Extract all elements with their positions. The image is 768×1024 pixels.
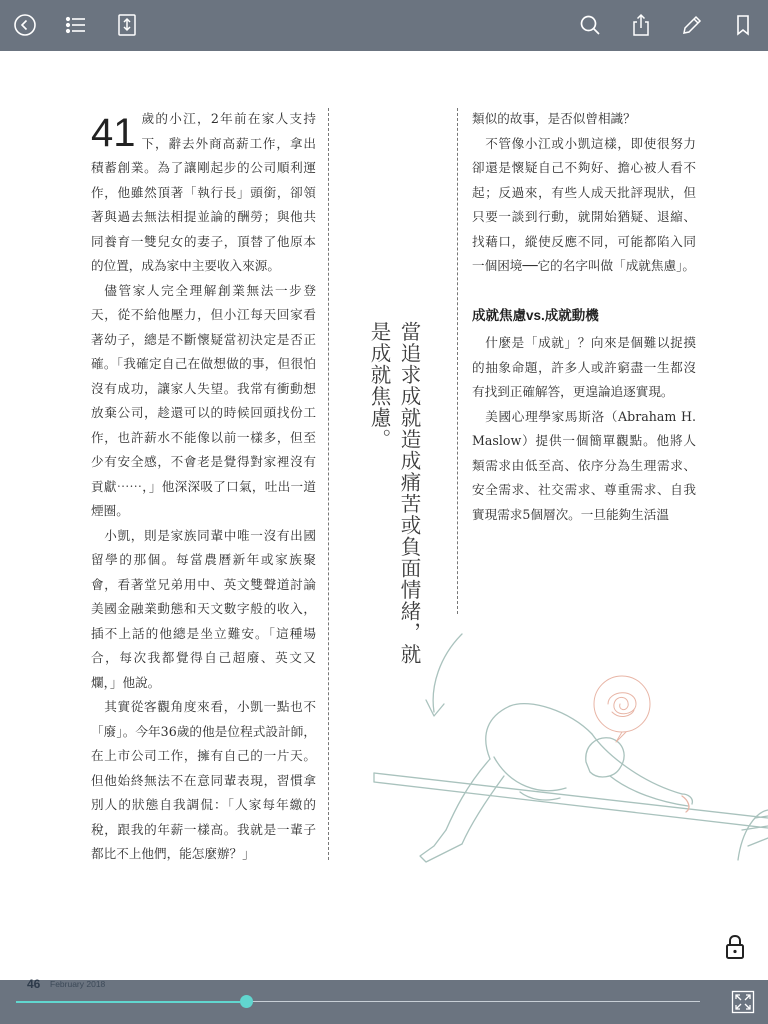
top-toolbar — [0, 0, 768, 51]
article-paragraph: 小凱，則是家族同輩中唯一沒有出國留學的那個。每當農曆新年或家族聚會，看著堂兄弟用中、英文雙聲道討論美國金融業動態和天文數字般的收入，插不上話的他總是坐立難安。「這種場合，每次我都覺得自己超廢、英文又爛，」他說。 — [91, 527, 316, 690]
article-paragraph: 類似的故事，是否似曾相識？ — [472, 111, 636, 126]
issue-date: February 2018 — [50, 979, 106, 989]
page-slider-track[interactable] — [252, 1001, 700, 1002]
page-slider-progress[interactable] — [16, 1001, 240, 1003]
back-circle-icon — [13, 13, 37, 37]
expand-icon — [731, 990, 755, 1014]
lock-icon — [724, 934, 746, 960]
magazine-page — [0, 51, 768, 980]
crawling-person-illustration — [370, 616, 768, 916]
page-number: 46 — [27, 977, 41, 991]
section-subheading: 成就焦慮vs.成就動機 — [472, 307, 599, 323]
table-of-contents-button[interactable] — [59, 8, 93, 42]
article-right-column — [472, 107, 696, 527]
search-icon — [578, 13, 602, 37]
article-paragraph: 其實從客觀角度來看，小凱一點也不「廢」。今年36歲的他是位程式設計師，在上市公司工作，擁有自己的一片天。但他始終無法不在意同輩表現，習慣拿別人的狀態自我調侃：「人家每年繳的稅，跟我的年薪一樣高。我就是一輩子都比不上他們，能怎麼辦？」 — [91, 699, 316, 861]
annotate-button[interactable] — [675, 8, 709, 42]
drop-cap: 41 — [91, 111, 136, 155]
list-icon — [64, 13, 88, 37]
pull-quote: 當追求成就造成痛苦或負面情緒，就是成就焦慮。 — [367, 321, 421, 665]
article-paragraph: 儘管家人完全理解創業無法一步登天，從不給他壓力，但小江每天回家看著幼子，總是不斷懷疑當初決定是否正確。「我確定自己在做想做的事，但很怕沒有成功，讓家人失望。我常有衝動想放棄公司，趁還可以的時候回頭找份工作，也許薪水不能像以前一樣多，但至少有安全感，不會老是覺得對家裡沒有貢獻⋯⋯，」他深深吸了口氣，吐出一道煙圈。 — [91, 282, 316, 518]
share-button[interactable] — [624, 8, 658, 42]
lock-button[interactable] — [724, 934, 746, 960]
bookmark-icon — [731, 13, 755, 37]
pencil-icon — [680, 13, 704, 37]
fullscreen-button[interactable] — [731, 990, 755, 1014]
article-paragraph: 41 歲的小江，2年前在家人支持下，辭去外商高薪工作，拿出積蓄創業。為了讓剛起步的公司順利運作，他雖然頂著「執行長」頭銜，卻領著與過去無法相提並論的酬勞；與他共同養育一雙兒女的妻子，頂替了他原本的位置，成為家中主要收入來源。 — [91, 111, 316, 273]
bottom-bar — [0, 977, 768, 1024]
back-button[interactable] — [8, 8, 42, 42]
search-button[interactable] — [573, 8, 607, 42]
download-button[interactable] — [110, 8, 144, 42]
bookmark-button[interactable] — [726, 8, 760, 42]
column-divider — [328, 108, 329, 860]
page-slider-thumb[interactable] — [240, 995, 253, 1008]
share-icon — [629, 13, 653, 37]
column-divider — [457, 108, 458, 614]
article-paragraph: 不管像小江或小凱這樣，即使很努力卻還是懷疑自己不夠好、擔心被人看不起；反過來，有些人成天批評現狀，但只要一談到行動，就開始猶疑、退縮、找藉口，縱使反應不同，可能都陷入同一個困境──它的名字叫做「成就焦慮」。 — [472, 135, 696, 273]
article-paragraph: 美國心理學家馬斯洛（Abraham H. Maslow）提供一個簡單觀點。他將人類需求由低至高、依序分為生理需求、安全需求、社交需求、尊重需求、自我實現需求5個層次。一旦能夠生活溫 — [472, 408, 696, 522]
download-box-icon — [115, 13, 139, 37]
article-left-column — [91, 107, 316, 867]
article-paragraph: 什麼是「成就」？向來是個難以捉摸的抽象命題，許多人或許窮盡一生都沒有找到正確解答，更遑論追逐實現。 — [472, 335, 696, 399]
